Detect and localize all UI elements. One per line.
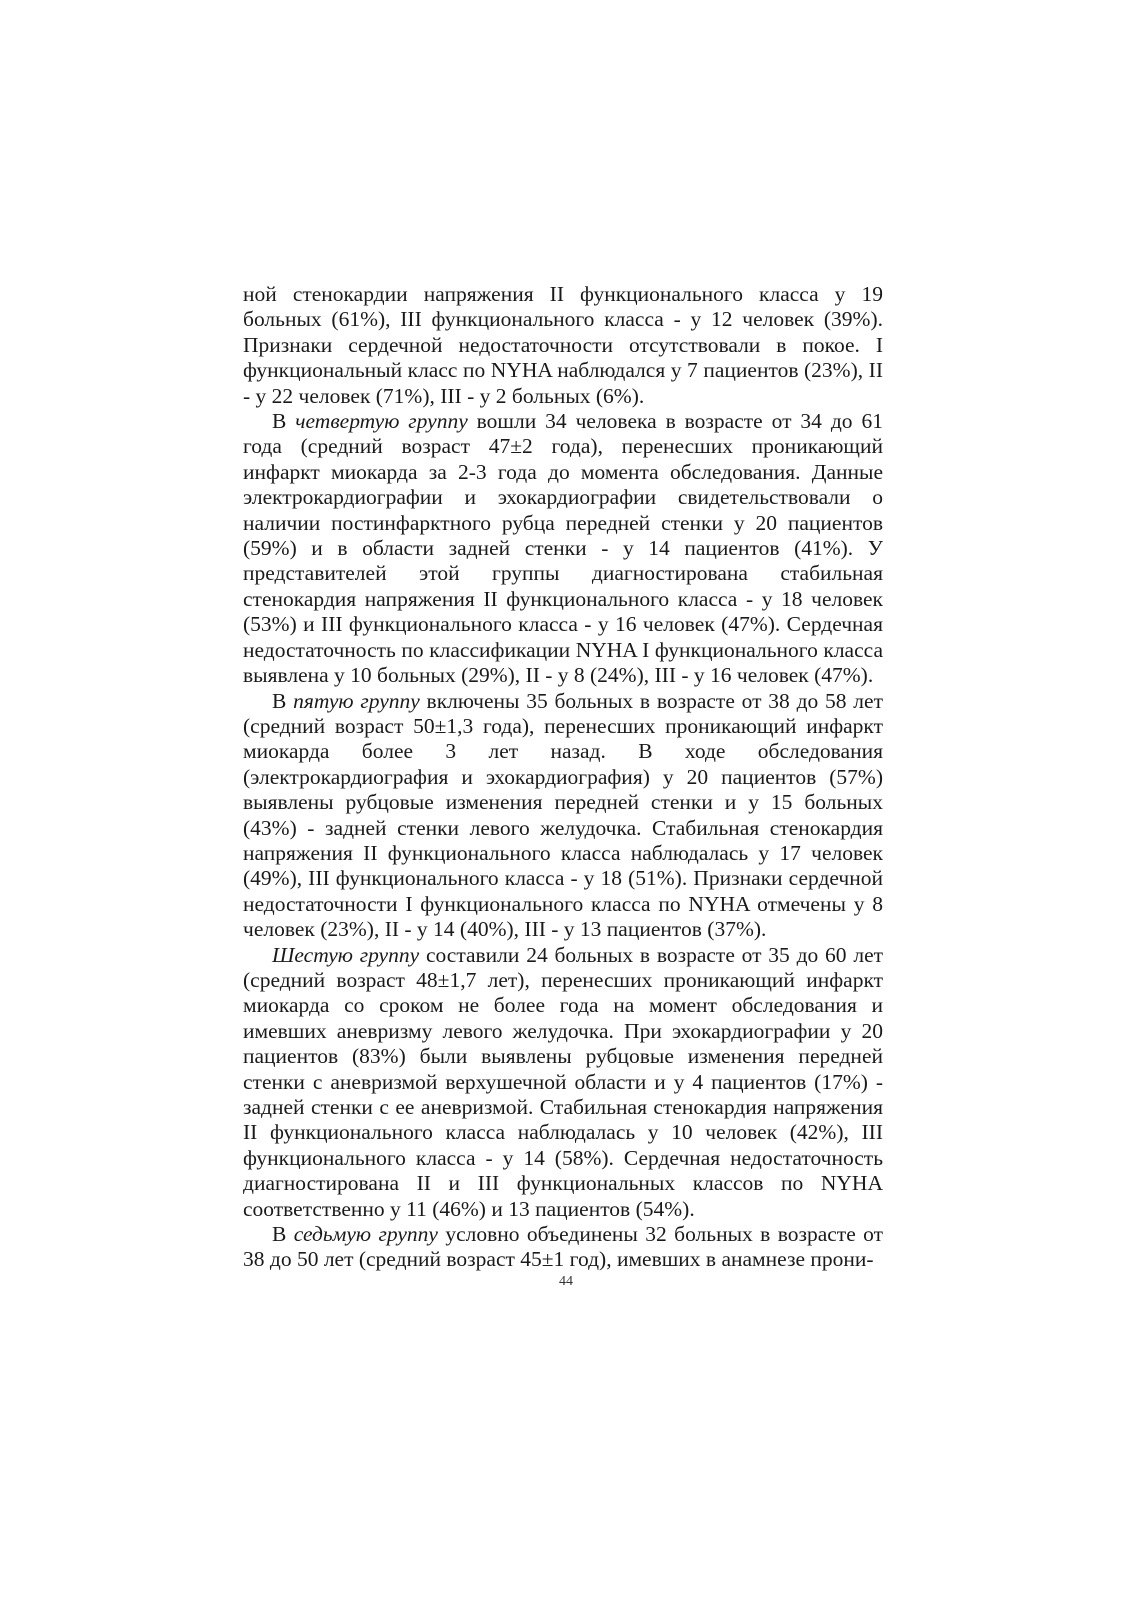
paragraph [243,282,883,409]
group-name-emphasis: пятую группу [293,688,420,713]
group-name-emphasis: Шестую группу [272,942,420,967]
page-number: 44 [559,1274,573,1289]
paragraph [243,943,883,1222]
paragraph-text: составили 24 больных в возрасте от 35 до 60 лет (средний возраст 48±1,7 лет), перенесших проникающий инфаркт миокарда со сроком не более года на момент обследования и имевших аневризму левого желудочка. При эхокардиографии у 20 пациентов (83%) были выявлены рубцовые изменения передней стенки с аневризмой верхушечной области и у 4 пациентов (17%) - задней стенки с ее аневризмой. Стабильная стенокардия напряжения II функционального класса наблюдалась у 10 человек (42%), III функционального класса - у 14 (58%). Сердечная недостаточность диагностирована II и III функциональных классов по NYHA соответственно у 11 (46%) и 13 пациентов (54%). [243,942,884,1221]
group-name-emphasis: седьмую группу [293,1222,438,1247]
paragraph-text: В [272,688,294,713]
paragraph [243,1222,883,1273]
paragraph-text: включены 35 больных в возрасте от 38 до 58 лет (средний возраст 50±1,3 года), перенесших проникающий инфаркт миокарда более 3 лет назад. В ходе обследования (электрокардиография и эхокардиография) у 20 пациентов (57%) выявлены рубцовые изменения передней стенки и у 15 больных (43%) - задней стенки левого желудочка. Стабильная стенокардия напряжения II функционального класса наблюдалась у 17 человек (49%), III функционального класса - у 18 (51%). Признаки сердечной недостаточности I функционального класса по NYHA отмечены у 8 человек (23%), II - у 14 (40%), III - у 13 пациентов (37%). [243,688,883,942]
paragraph-text: В [272,1222,294,1247]
paragraph [243,689,883,943]
body-text [243,282,883,1273]
paragraph-text: В [272,409,296,434]
paragraph-text: ной стенокардии напряжения II функционального класса у 19 больных (61%), III функционального класса - у 12 человек (39%). Признаки сердечной недостаточности отсутствовали в покое. I функциональный класс по NYHA наблюдался у 7 пациентов (23%), II - у 22 человек (71%), III - у 2 больных (6%). [243,282,883,408]
paragraph-text: вошли 34 человека в возрасте от 34 до 61 года (средний возраст 47±2 года), перенесших проникающий инфаркт миокарда за 2-3 года до момента обследования. Данные электрокардиографии и эхокардиографии свидетельствовали о наличии постинфарктного рубца передней стенки у 20 пациентов (59%) и в области задней стенки - у 14 пациентов (41%). У представителей этой группы диагностирована стабильная стенокардия напряжения II функционального класса - у 18 человек (53%) и III функционального класса - у 16 человек (47%). Сердечная недостаточность по классификации NYHA I функционального класса выявлена у 10 больных (29%), II - у 8 (24%), III - у 16 человек (47%). [243,409,883,688]
group-name-emphasis: четвертую группу [295,409,468,434]
paragraph-text: условно объединены 32 больных в возрасте от 38 до 50 лет (средний возраст 45±1 год), имевших в анамнезе прони- [243,1222,883,1272]
paragraph [243,409,883,688]
